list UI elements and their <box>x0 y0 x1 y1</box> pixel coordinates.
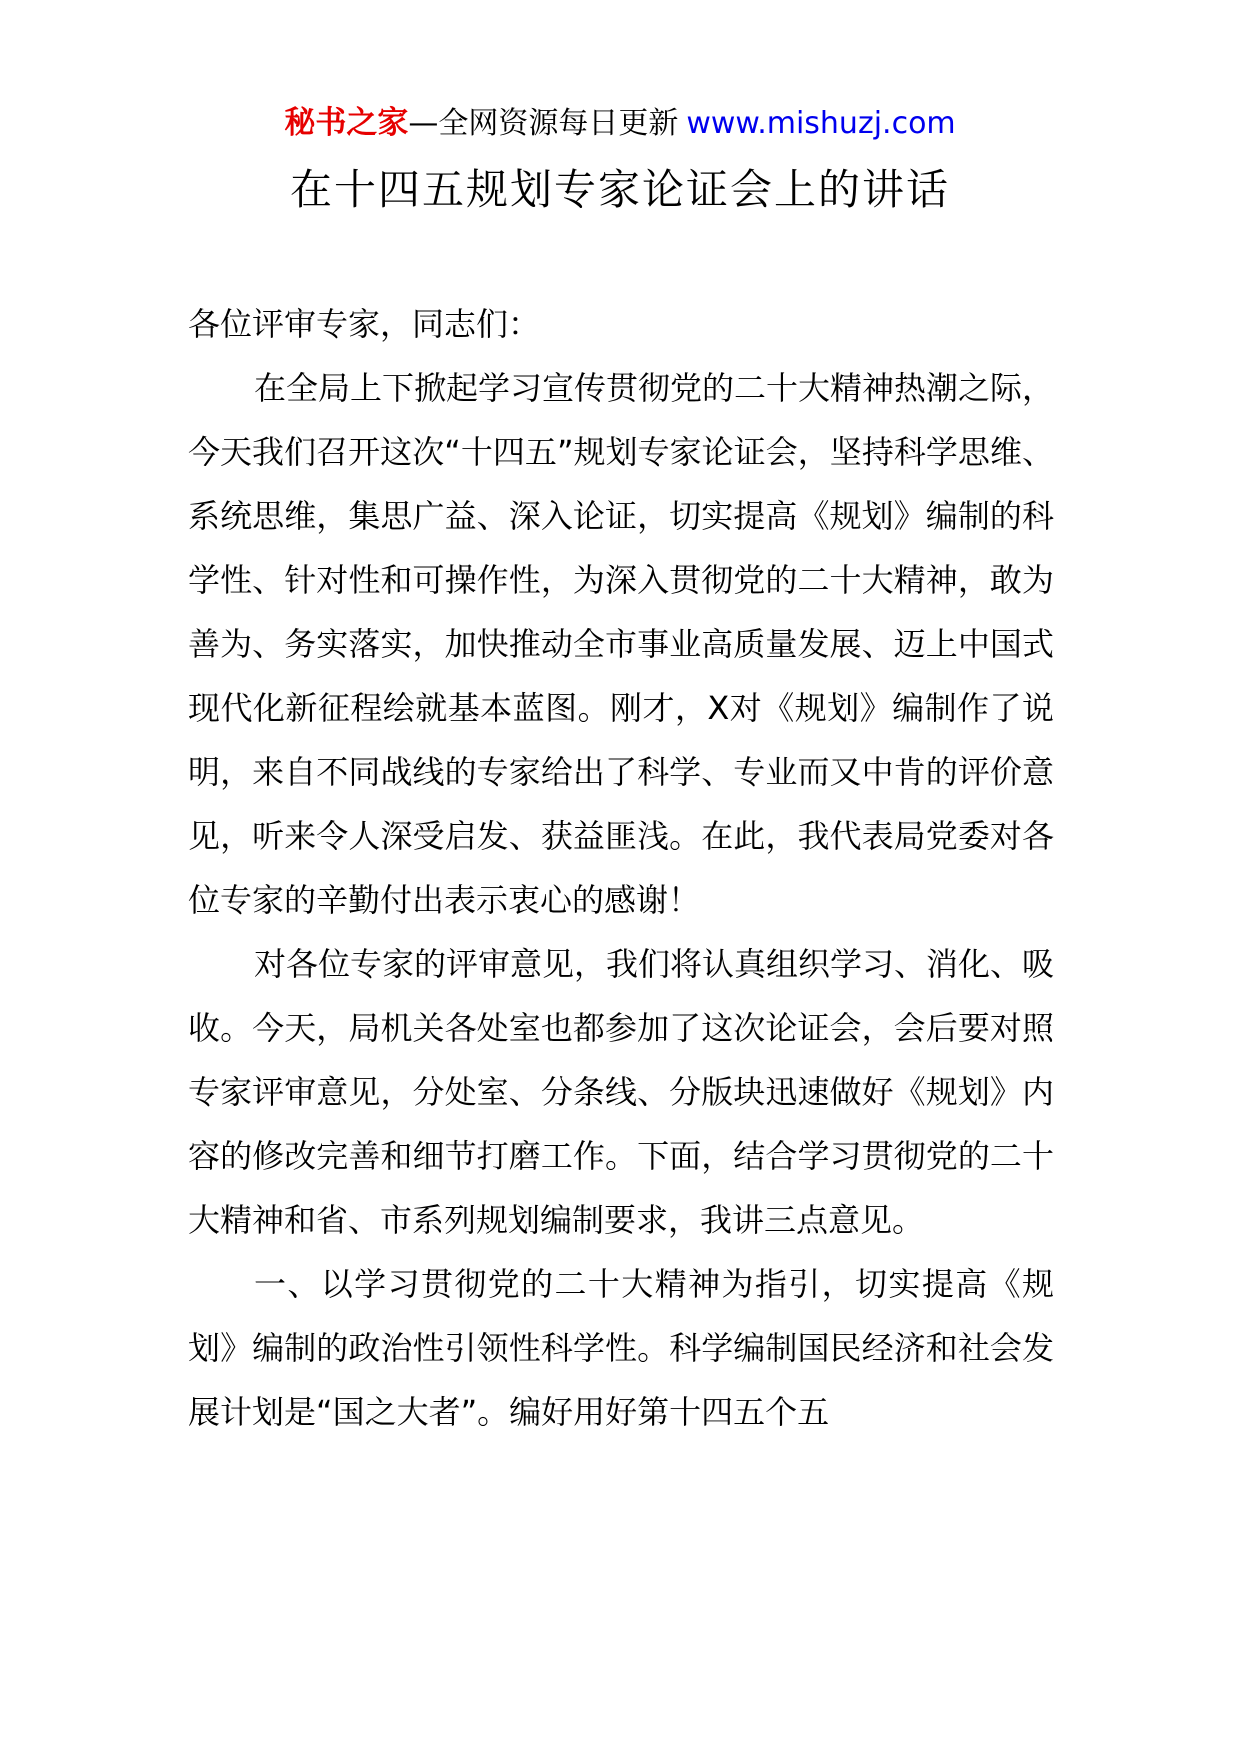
header-url-link[interactable]: www.mishuzj.com <box>686 106 956 141</box>
header-tagline: —全网资源每日更新 <box>408 106 679 141</box>
paragraph-1: 在全局上下掀起学习宣传贯彻党的二十大精神热潮之际，今天我们召开这次“十四五”规划专家论证会，坚持科学思维、系统思维，集思广益、深入论证，切实提高《规划》编制的科学性、针对性和可操作性，为深入贯彻党的二十大精神，敢为善为、务实落实，加快推动全市事业高质量发展、迈上中国式现代化新征程绘就基本蓝图。刚才，X对《规划》编制作了说明，来自不同战线的专家给出了科学、专业而又中肯的评价意见，听来令人深受启发、获益匪浅。在此，我代表局党委对各位专家的辛勤付出表示衷心的感谢！ <box>188 369 1055 919</box>
page-header <box>0 100 1240 147</box>
paragraph-2: 对各位专家的评审意见，我们将认真组织学习、消化、吸收。今天，局机关各处室也都参加了这次论证会，会后要对照专家评审意见，分处室、分条线、分版块迅速做好《规划》内容的修改完善和细节打磨工作。下面，结合学习贯彻党的二十大精神和省、市系列规划编制要求，我讲三点意见。 <box>188 945 1055 1239</box>
salutation: 各位评审专家，同志们： <box>188 305 541 343</box>
document-body <box>188 292 1054 1444</box>
brand-name: 秘书之家 <box>284 105 409 141</box>
document-title: 在十四五规划专家论证会上的讲话 <box>289 165 950 214</box>
paragraph-3-heading: 一、以学习贯彻党的二十大精神为指引，切实提高《规划》编制的政治性引领性科学性。科学编制国民经济和社会发展计划是“国之大者”。编好用好第十四五个五 <box>188 1265 1054 1431</box>
